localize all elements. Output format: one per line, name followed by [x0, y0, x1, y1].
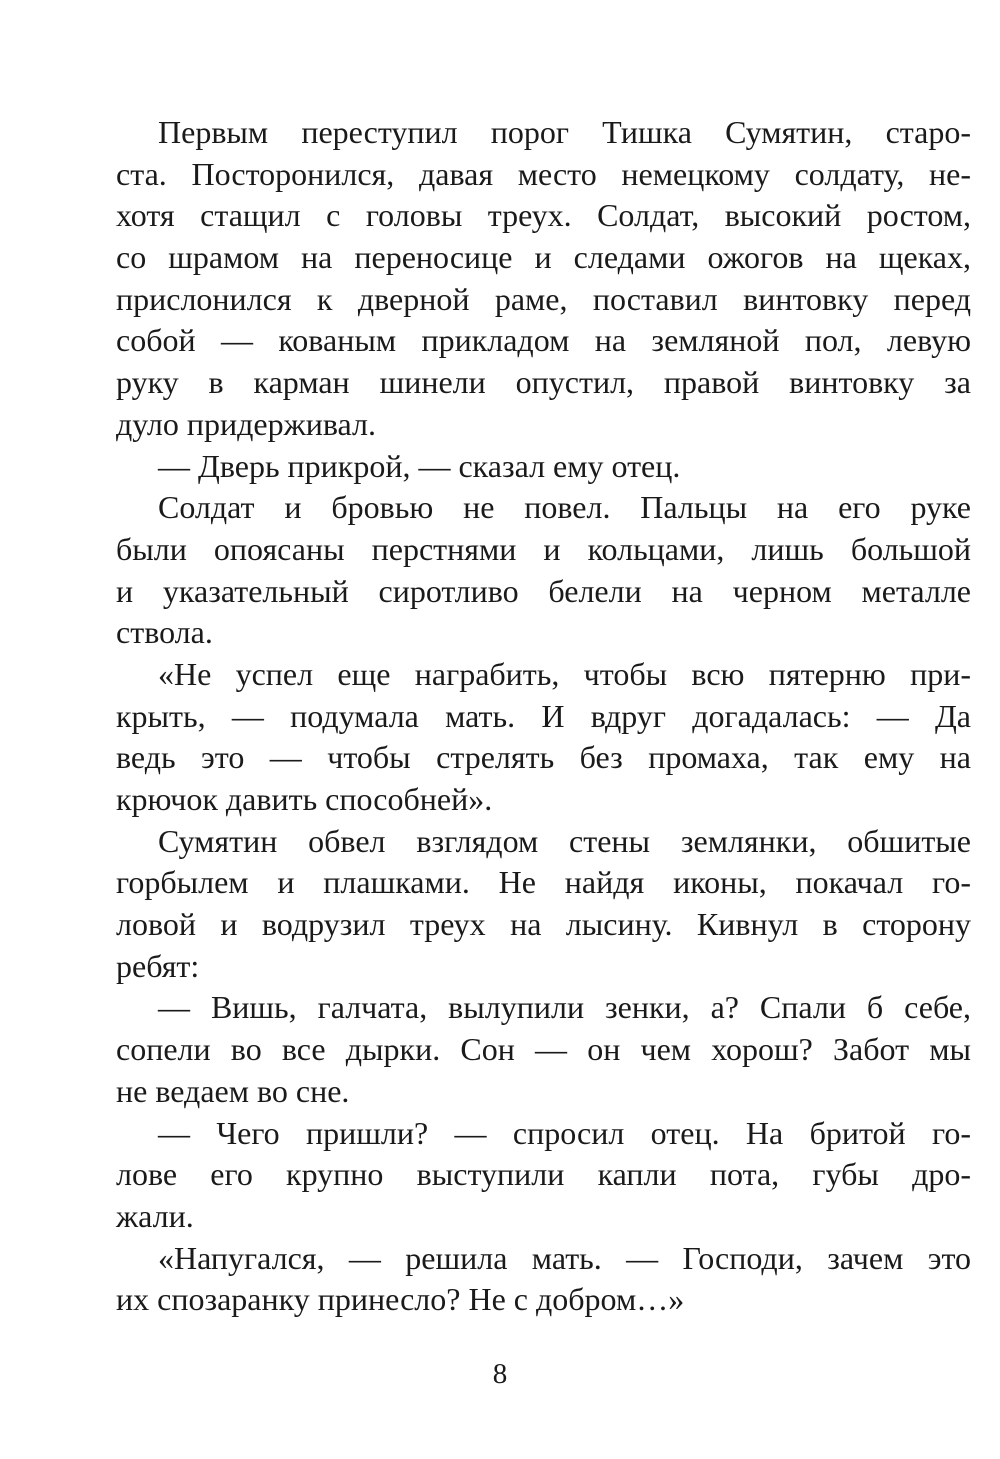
text-line: горбылем и плашками. Не найдя иконы, покачал го-	[116, 864, 971, 901]
text-line: руку в карман шинели опустил, правой винтовку за	[116, 364, 971, 401]
text-line: и указательный сиротливо белели на черном металле	[116, 572, 971, 609]
text-line: Сумятин обвел взглядом стены землянки, обшитые	[158, 822, 971, 859]
text-line: собой — кованым прикладом на земляной пол, левую	[116, 322, 971, 359]
paragraph-4	[116, 654, 971, 821]
page-body	[116, 112, 971, 1321]
text-line: Первым переступил порог Тишка Сумятин, старо-	[158, 114, 971, 150]
text-line: жали.	[116, 1197, 194, 1234]
paragraph-8	[116, 1238, 971, 1321]
text-line: прислонился к дверной раме, поставил винтовку перед	[116, 280, 971, 317]
text-line: — Дверь прикрой, — сказал ему отец.	[158, 447, 681, 484]
text-line: их спозаранку принесло? Не с добром…»	[116, 1281, 685, 1318]
text-line: крючок давить способней».	[116, 781, 493, 817]
paragraph-1	[116, 112, 971, 446]
text-line: были опоясаны перстнями и кольцами, лишь большой	[116, 530, 971, 567]
text-line: хотя стащил с головы треух. Солдат, высокий ростом,	[116, 197, 971, 234]
text-line: не ведаем во сне.	[116, 1072, 350, 1109]
paragraph-7	[116, 1113, 971, 1238]
text-line: — Чего пришли? — спросил отец. На бритой го-	[158, 1114, 971, 1151]
text-line: сопели во все дырки. Сон — он чем хорош? Забот мы	[116, 1031, 971, 1068]
text-line: — Вишь, галчата, вылупили зенки, а? Спали б себе,	[158, 989, 971, 1026]
text-line: Солдат и бровью не повел. Пальцы на его руке	[158, 489, 971, 526]
paragraph-5	[116, 821, 971, 988]
paragraph-6	[116, 987, 971, 1112]
text-line: ловой и водрузил треух на лысину. Кивнул в сторону	[116, 906, 971, 943]
paragraph-3	[116, 487, 971, 654]
text-line: дуло придерживал.	[116, 405, 376, 442]
text-line: «Не успел еще награбить, чтобы всю пятерню при-	[158, 655, 971, 692]
text-line: «Напугался, — решила мать. — Господи, зачем это	[158, 1239, 971, 1276]
text-line: ствола.	[116, 614, 213, 651]
text-line: ста. Посторонился, давая место немецкому солдату, не-	[116, 155, 971, 192]
paragraph-2	[116, 446, 971, 488]
text-line: крыть, — подумала мать. И вдруг догадалась: — Да	[116, 697, 971, 734]
page-number: 8	[492, 1358, 508, 1390]
text-line: со шрамом на переносице и следами ожогов на щеках,	[116, 239, 971, 276]
text-line: ребят:	[116, 947, 200, 984]
text-line: лове его крупно выступили капли пота, губы дро-	[116, 1156, 971, 1193]
text-line: ведь это — чтобы стрелять без промаха, так ему на	[116, 739, 971, 776]
